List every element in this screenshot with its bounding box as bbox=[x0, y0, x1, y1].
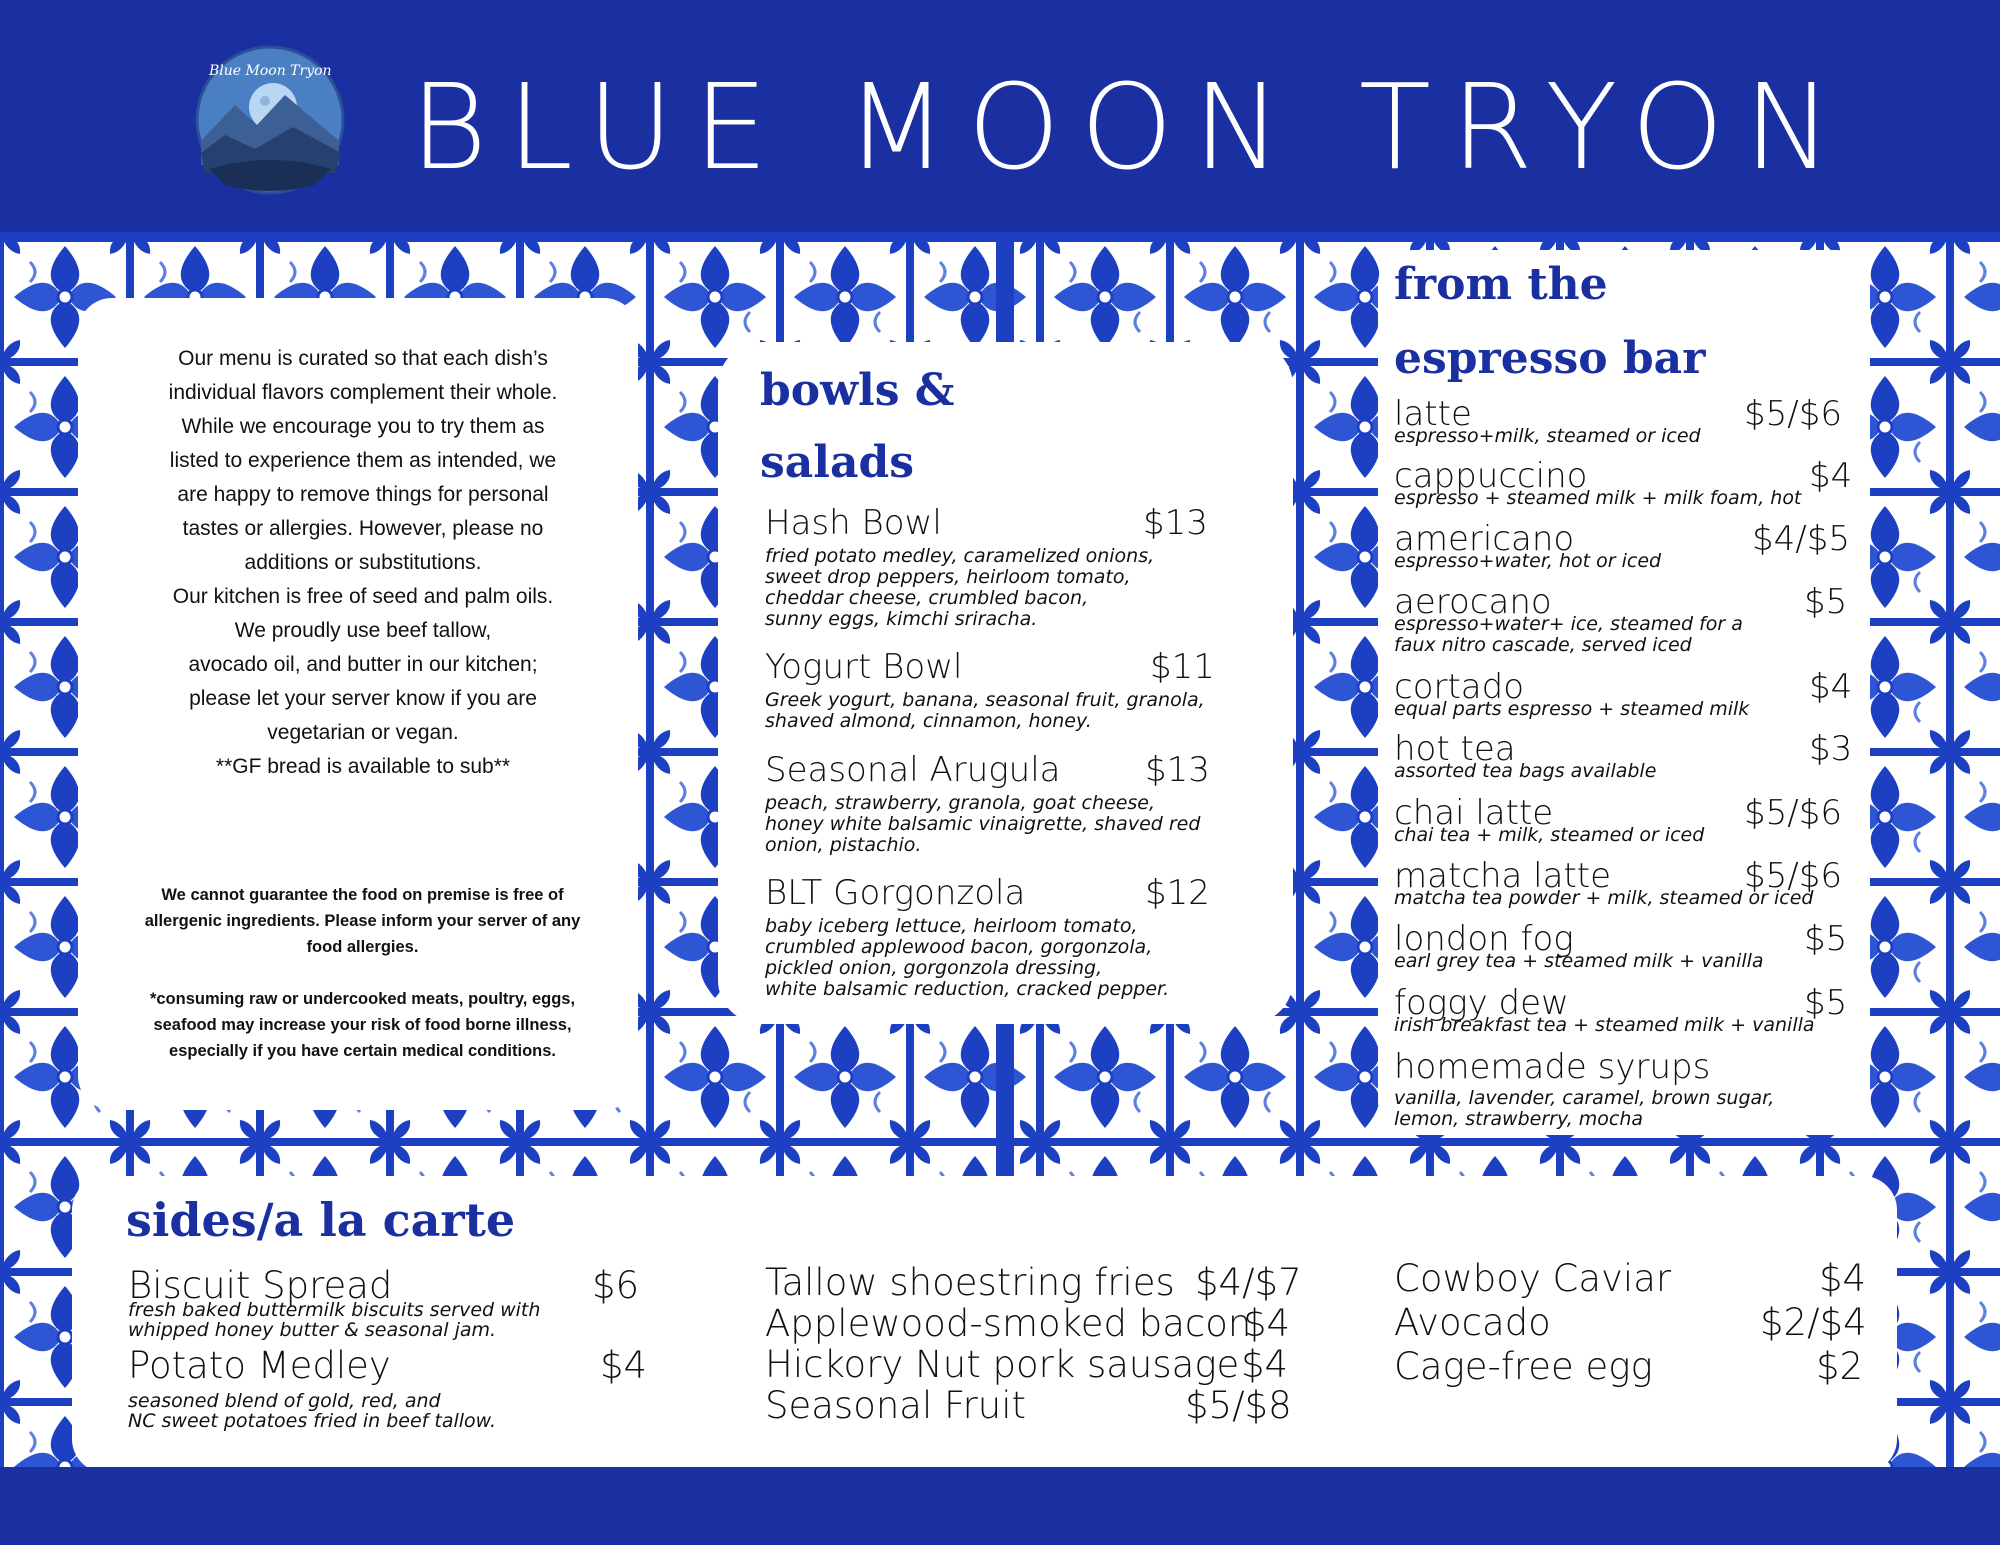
item-price: $13 bbox=[1145, 750, 1210, 790]
item-price: $4 bbox=[1243, 1302, 1291, 1345]
espresso-title-line: espresso bar bbox=[1394, 333, 1706, 384]
desc-line: matcha tea powder + milk, steamed or iced bbox=[1394, 887, 1814, 909]
desc-line: peach, strawberry, granola, goat cheese, bbox=[765, 792, 1156, 814]
item-description bbox=[1394, 551, 1661, 572]
item-price: $4 bbox=[600, 1344, 648, 1387]
item-name: Avocado bbox=[1394, 1301, 1551, 1344]
item-price: $2 bbox=[1816, 1345, 1864, 1388]
desc-line: assorted tea bags available bbox=[1394, 760, 1657, 782]
item-price: $5/$6 bbox=[1744, 793, 1842, 833]
desc-line: pickled onion, gorgonzola dressing, bbox=[765, 957, 1103, 979]
bowls-title-line: bowls & bbox=[760, 365, 955, 416]
raw-food-line: seafood may increase your risk of food borne illness, bbox=[153, 1016, 572, 1034]
item-price: $4/$7 bbox=[1195, 1261, 1302, 1304]
item-price: $5/$6 bbox=[1744, 394, 1842, 434]
item-price: $5 bbox=[1804, 582, 1848, 622]
item-price: $13 bbox=[1143, 503, 1208, 543]
desc-line: whipped honey butter & seasonal jam. bbox=[128, 1319, 497, 1341]
desc-line: faux nitro cascade, served iced bbox=[1394, 634, 1692, 656]
item-name: BLT Gorgonzola bbox=[765, 873, 1026, 913]
desc-line: onion, pistachio. bbox=[765, 834, 922, 856]
item-name: Hickory Nut pork sausage bbox=[765, 1343, 1240, 1386]
item-name: Cowboy Caviar bbox=[1394, 1257, 1672, 1300]
intro-line: Our kitchen is free of seed and palm oils. bbox=[172, 585, 554, 608]
intro-line: **GF bread is available to sub** bbox=[215, 755, 511, 778]
intro-line: vegetarian or vegan. bbox=[267, 721, 459, 744]
desc-line: vanilla, lavender, caramel, brown sugar, bbox=[1394, 1087, 1775, 1109]
espresso-title-line: from the bbox=[1394, 259, 1608, 310]
item-price: $5 bbox=[1804, 919, 1848, 959]
item-name: Seasonal Fruit bbox=[765, 1384, 1027, 1427]
item-price: $3 bbox=[1809, 729, 1853, 769]
desc-line: chai tea + milk, steamed or iced bbox=[1394, 824, 1705, 846]
intro-line: individual flavors complement their whole. bbox=[168, 381, 558, 404]
item-name: foggy dew bbox=[1394, 983, 1569, 1023]
item-price: $2/$4 bbox=[1760, 1301, 1867, 1344]
intro-line: tastes or allergies. However, please no bbox=[182, 517, 544, 540]
desc-line: seasoned blend of gold, red, and bbox=[128, 1390, 441, 1412]
item-description bbox=[128, 1300, 540, 1340]
intro-line: listed to experience them as intended, we bbox=[169, 449, 557, 472]
item-name: Cage-free egg bbox=[1394, 1345, 1653, 1388]
desc-line: white balsamic reduction, cracked pepper. bbox=[765, 978, 1170, 1000]
item-name: hot tea bbox=[1394, 729, 1516, 769]
desc-line: lemon, strawberry, mocha bbox=[1394, 1108, 1644, 1130]
item-description bbox=[1394, 825, 1704, 846]
item-name: Seasonal Arugula bbox=[765, 750, 1061, 790]
logo bbox=[195, 45, 345, 195]
desc-line: espresso+water+ ice, steamed for a bbox=[1394, 613, 1743, 635]
item-name: chai latte bbox=[1394, 793, 1554, 833]
item-name: americano bbox=[1394, 519, 1575, 559]
item-price: $4 bbox=[1809, 456, 1853, 496]
desc-line: equal parts espresso + steamed milk bbox=[1394, 698, 1750, 720]
item-name: cortado bbox=[1394, 667, 1525, 707]
item-description bbox=[1394, 614, 1743, 656]
bowls-title-line: salads bbox=[760, 437, 915, 488]
allergen-notice bbox=[110, 882, 615, 1064]
item-name: Tallow shoestring fries bbox=[765, 1261, 1175, 1304]
intro-line: please let your server know if you are bbox=[189, 687, 537, 710]
item-description bbox=[128, 1391, 496, 1431]
item-name: aerocano bbox=[1394, 582, 1552, 622]
sides-title: sides/a la carte bbox=[126, 1193, 516, 1247]
intro-line: While we encourage you to try them as bbox=[181, 415, 545, 438]
allergen-line: We cannot guarantee the food on premise is free of bbox=[161, 886, 564, 904]
logo-lettering: Blue Moon Tryon bbox=[209, 63, 332, 79]
bowls-title bbox=[760, 355, 955, 499]
raw-food-line: especially if you have certain medical conditions. bbox=[169, 1042, 556, 1060]
desc-line: fresh baked buttermilk biscuits served with bbox=[128, 1299, 541, 1321]
item-name: Yogurt Bowl bbox=[765, 647, 963, 687]
item-description bbox=[1394, 699, 1749, 720]
espresso-title bbox=[1394, 248, 1705, 396]
item-name: latte bbox=[1394, 394, 1472, 434]
brand-title: BLUE MOON TRYON bbox=[410, 58, 1853, 196]
item-price: $4 bbox=[1809, 667, 1853, 707]
item-price: $4/$5 bbox=[1752, 519, 1850, 559]
item-description bbox=[1394, 888, 1813, 909]
item-price: $5 bbox=[1804, 983, 1848, 1023]
intro-line: Our menu is curated so that each dish’s bbox=[178, 347, 548, 370]
desc-line: espresso + steamed milk + milk foam, hot bbox=[1394, 487, 1802, 509]
item-description bbox=[1394, 951, 1764, 972]
desc-line: baby iceberg lettuce, heirloom tomato, bbox=[765, 915, 1138, 937]
desc-line: Greek yogurt, banana, seasonal fruit, granola, bbox=[765, 689, 1205, 711]
allergen-line: allergenic ingredients. Please inform your server of any bbox=[144, 912, 581, 930]
desc-line: crumbled applewood bacon, gorgonzola, bbox=[765, 936, 1153, 958]
item-price: $6 bbox=[592, 1264, 640, 1307]
item-name: homemade syrups bbox=[1394, 1047, 1711, 1087]
item-price: $4 bbox=[1819, 1257, 1867, 1300]
raw-food-line: *consuming raw or undercooked meats, poultry, eggs, bbox=[149, 990, 576, 1008]
item-description bbox=[1394, 426, 1701, 447]
item-name: cappuccino bbox=[1394, 456, 1588, 496]
intro-line: We proudly use beef tallow, bbox=[234, 619, 492, 642]
desc-line: sweet drop peppers, heirloom tomato, bbox=[765, 566, 1131, 588]
intro-line: additions or substitutions. bbox=[244, 551, 482, 574]
item-name: Applewood-smoked bacon bbox=[765, 1302, 1252, 1345]
item-description bbox=[765, 793, 1200, 856]
desc-line: espresso+water, hot or iced bbox=[1394, 550, 1662, 572]
item-description bbox=[1394, 1088, 1774, 1130]
item-name: matcha latte bbox=[1394, 856, 1612, 896]
item-price: $4 bbox=[1241, 1343, 1289, 1386]
item-description bbox=[765, 546, 1154, 630]
desc-line: earl grey tea + steamed milk + vanilla bbox=[1394, 950, 1764, 972]
item-name: Potato Medley bbox=[128, 1344, 391, 1387]
intro-description bbox=[118, 342, 608, 784]
item-description bbox=[765, 916, 1169, 1000]
footer-band bbox=[0, 1467, 2000, 1545]
item-price: $5/$6 bbox=[1744, 856, 1842, 896]
desc-line: sunny eggs, kimchi sriracha. bbox=[765, 608, 1038, 630]
item-description bbox=[1394, 488, 1801, 509]
desc-line: irish breakfast tea + steamed milk + vanilla bbox=[1394, 1014, 1815, 1036]
desc-line: espresso+milk, steamed or iced bbox=[1394, 425, 1701, 447]
item-description bbox=[1394, 1015, 1815, 1036]
desc-line: NC sweet potatoes fried in beef tallow. bbox=[128, 1410, 497, 1432]
item-name: Hash Bowl bbox=[765, 503, 942, 543]
item-description bbox=[765, 690, 1205, 732]
item-price: $5/$8 bbox=[1185, 1384, 1292, 1427]
intro-line: are happy to remove things for personal bbox=[177, 483, 549, 506]
desc-line: fried potato medley, caramelized onions, bbox=[765, 545, 1155, 567]
item-description bbox=[1394, 761, 1656, 782]
intro-line: avocado oil, and butter in our kitchen; bbox=[188, 653, 538, 676]
desc-line: honey white balsamic vinaigrette, shaved red bbox=[765, 813, 1201, 835]
allergen-line: food allergies. bbox=[306, 938, 419, 956]
item-name: Biscuit Spread bbox=[128, 1264, 393, 1307]
item-name: london fog bbox=[1394, 919, 1574, 959]
item-price: $12 bbox=[1145, 873, 1210, 913]
desc-line: cheddar cheese, crumbled bacon, bbox=[765, 587, 1089, 609]
item-price: $11 bbox=[1150, 647, 1215, 687]
desc-line: shaved almond, cinnamon, honey. bbox=[765, 710, 1092, 732]
